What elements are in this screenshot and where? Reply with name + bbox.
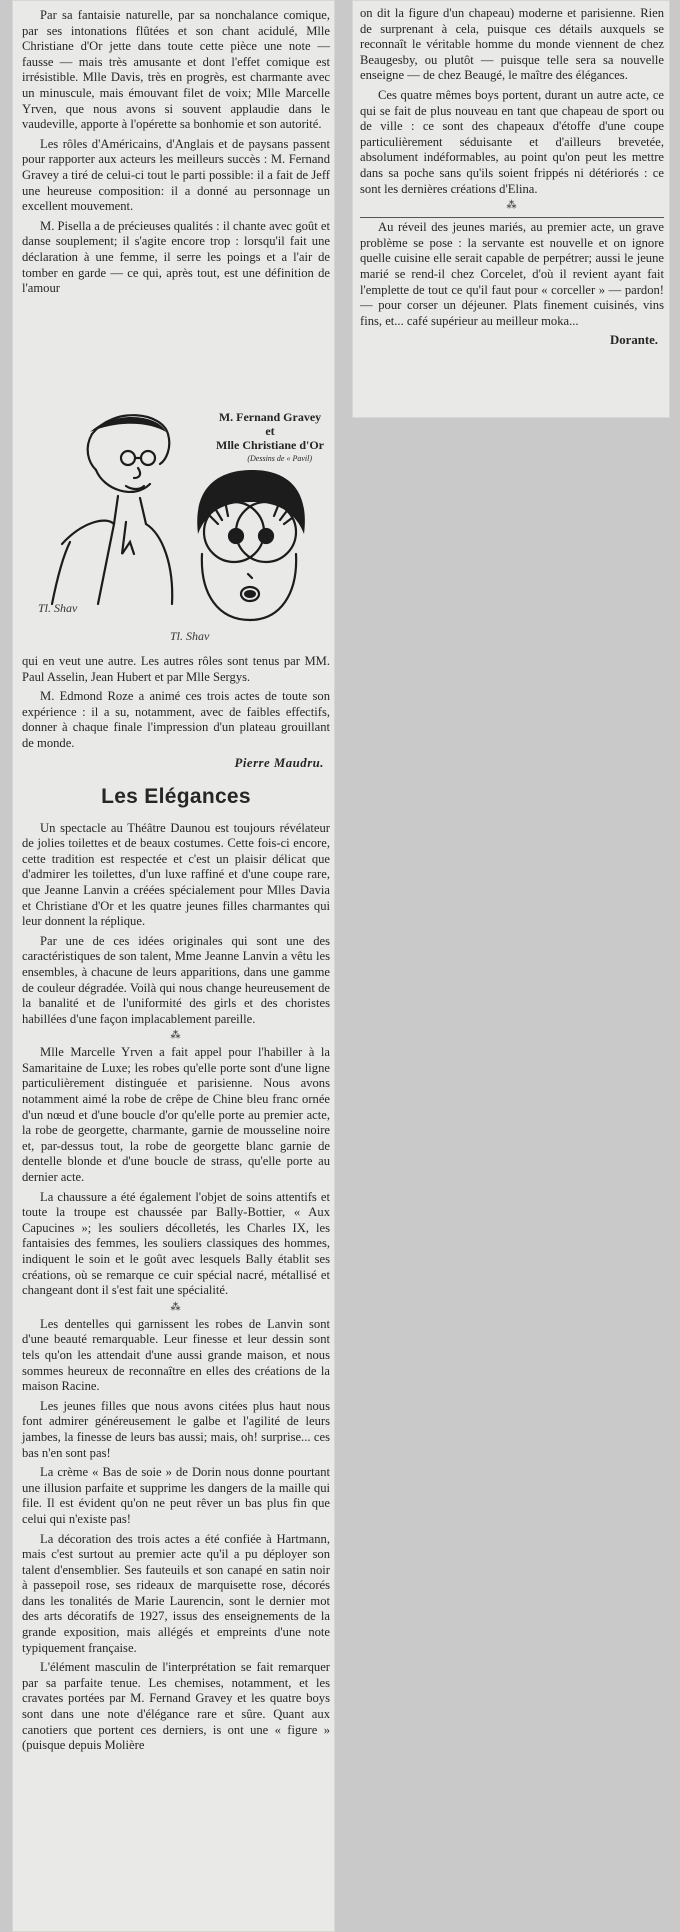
paragraph: on dit la figure d'un chapeau) moderne et parisienne. Rien de surprenant à cela, puisque ces détails auxquels se reconnaît le véritable homme du monde viennent de chez Beaugesby, ou plutôt — puisque telle sera sa nouvelle enseigne — de chez Beaugé, le maître des élégances. (360, 6, 664, 83)
paragraph: Au réveil des jeunes mariés, au premier acte, un grave problème se pose : la servante est nouvelle et on ignore quelle cuisine elle serait capable de perpétrer; aussi le jeune marié se rend-il chez Corcelet, d'où il revient ayant fait l'emplette de tout ce qu'il faut pour « corceller » — pardon! — pour corser un déjeuner. Plats finement cuisinés, vins fins, et... café supérieur au meilleur moka... (360, 220, 664, 328)
divider (360, 217, 664, 218)
paragraph: Les jeunes filles que nous avons citées plus haut nous font admirer généreusement le galbe et l'agilité de leurs jambes, la finesse de leurs bas aussi; mais, oh! surprise... ces bas n'en sont pas! (22, 1398, 330, 1460)
paragraph: La chaussure a été également l'objet de soins attentifs et toute la troupe est chaussée par Bally-Bottier, « Aux Capucines »; les souliers décolletés, les Charles IX, les fantaisies des femmes, les souliers classiques des hommes, indiquent le soin et le goût avec lesquels Bally établit ses créations, où se remarque ce cuir spécial nacré, métallisé et changeant dont il s'est fait une spécialité. (22, 1189, 330, 1298)
paragraph: Un spectacle au Théâtre Daunou est toujours révélateur de jolies toilettes et de beaux costumes. Cette fois-ci encore, cette tradition est respectée et c'est un plaisir délicat que d'admirer les toilettes, d'un luxe raffiné et d'une coupe rare, que Jeanne Lanvin a créées spécialement pour Mlles Davia et Christiane d'Or et les quatre jeunes filles charmantes qui leur donnent la réplique. (22, 820, 330, 929)
paragraph: Ces quatre mêmes boys portent, durant un autre acte, ce qui se fait de plus nouveau en tant que chapeau de sport ou de ville : ce sont des chapeaux d'étoffe d'une coupe particulièrement séduisante et d'ailleurs brevetée, absolument indéformables, au point qu'on peut les mettre dans sa poche sans qu'ils soient frippés ni détériorés : ce sont les dernières créations d'Elina. (360, 87, 664, 196)
paragraph: La crème « Bas de soie » de Dorin nous donne pourtant une illusion parfaite et supprime les dangers de la maille qui file. Il est évident qu'on ne peut rêver un bas plus fin que celui qui n'existe pas! (22, 1465, 330, 1526)
illustration-signature-left: Tl. Shav (38, 601, 78, 615)
paragraph: Les rôles d'Américains, d'Anglais et de paysans passent pour rapporter aux acteurs les meilleurs succès : M. Fernand Gravey a tiré de celui-ci tout le parti possible: il a fait de Jeff une heureuse composition: il a donné au personnage un excellent mouvement. (22, 136, 330, 214)
caricature-illustration (22, 404, 330, 652)
paragraph: Les dentelles qui garnissent les robes de Lanvin sont d'une beauté remarquable. Leur finesse et leur dessin sont tels qu'on les attendait d'une aussi grande maison, et nous sommes heureux de reconnaître en elles des créations de la maison Racine. (22, 1316, 330, 1394)
section-title: Les Elégances (101, 784, 251, 808)
elegances-column-continued (360, 6, 664, 356)
caption-line: et (265, 424, 275, 438)
section-separator-stars: ⁂ (506, 200, 518, 212)
paragraph: Par sa fantaisie naturelle, par sa nonchalance comique, par ses intonations flûtées et son chant acidulé, Mlle Christiane d'Or jette dans toute cette pièce une note — fausse — mais très amusante et dont l'effet comique est irrésistible. Mlle Davis, très en progrès, est charmante avec un minuscule, mais émouvant filet de voix; Mlle Marcelle Yrven, que nous avons si souvent applaudie dans le vaudeville, apporte à l'opérette sa bonhomie et son autorité. (22, 8, 330, 132)
section-separator-stars: ⁂ (170, 1030, 182, 1042)
illustration-credit: (Dessins de « Pavil) (247, 454, 312, 463)
caption-line: Mlle Christiane d'Or (216, 438, 324, 452)
illustration-caption (216, 410, 324, 452)
review-column-bottom (22, 654, 330, 1758)
author-signature: Dorante. (610, 333, 658, 348)
review-column-top (22, 8, 330, 301)
section-separator-stars: ⁂ (170, 1301, 182, 1313)
paragraph: L'élément masculin de l'interprétation se fait remarquer par sa parfaite tenue. Les chemises, notamment, et les cravates portées par M. Fernand Gravey et les quatre boys sont dans une note d'élégance rare et sûre. Quant aux canotiers que portent ces derniers, is ont une « figure » (puisque depuis Molière (22, 1660, 330, 1753)
illustration-signature-right: Tl. Shav (170, 629, 210, 643)
paragraph: M. Pisella a de précieuses qualités : il chante avec goût et danse souplement; il s'agite encore trop : lorsqu'il fait une déclaration à une femme, il serre les poings et a l'air de tomber en garde — ce qui, après tout, est une définition de l'amour (22, 218, 330, 296)
author-signature: Pierre Maudru. (234, 755, 324, 770)
paragraph: M. Edmond Roze a animé ces trois actes de toute son expérience : il a su, notamment, avec de faibles effectifs, donner à chaque finale l'impression d'un plateau grouillant de monde. (22, 689, 330, 750)
paragraph: Mlle Marcelle Yrven a fait appel pour l'habiller à la Samaritaine de Luxe; les robes qu'elle porte sont d'une ligne particulièrement distinguée et parisienne. Nous avons notamment aimé la robe de crêpe de Chine bleu franc ornée d'un nœud et d'une boucle d'or qu'elle porte au premier acte, la robe de georgette, charmante, garnie de mousseline noire et, par-dessus tout, la robe de georgette blanc garnie de dentelle blonde et d'une boucle de strass, qu'elle porte au dernier acte. (22, 1045, 330, 1185)
paragraph: Par une de ces idées originales qui sont une des caractéristiques de son talent, Mme Jeanne Lanvin a vêtu les ensembles, à chacune de leurs apparitions, dans une gamme de couleur dégradée. Voilà qui nous change heureusement de la banalité et de l'uniformité des girls et des choristes habillées d'une façon implacablement pareille. (22, 933, 330, 1026)
paragraph: La décoration des trois actes a été confiée à Hartmann, mais c'est surtout au premier acte qu'il a pu déployer son talent d'ensemblier. Ses fauteuils et son canapé en satin noir à passepoil rose, ses rideaux de marquisette rose, décorés dans les tonalités de Marie Laurencin, sont le dernier mot des arts décoratifs de 1927, issus des enseignements de la grande exposition, mais allégés et empreints d'une note typiquement française. (22, 1531, 330, 1655)
caption-line: M. Fernand Gravey (218, 410, 322, 424)
paragraph: qui en veut une autre. Les autres rôles sont tenus par MM. Paul Asselin, Jean Hubert et par Mlle Sergys. (22, 654, 330, 684)
